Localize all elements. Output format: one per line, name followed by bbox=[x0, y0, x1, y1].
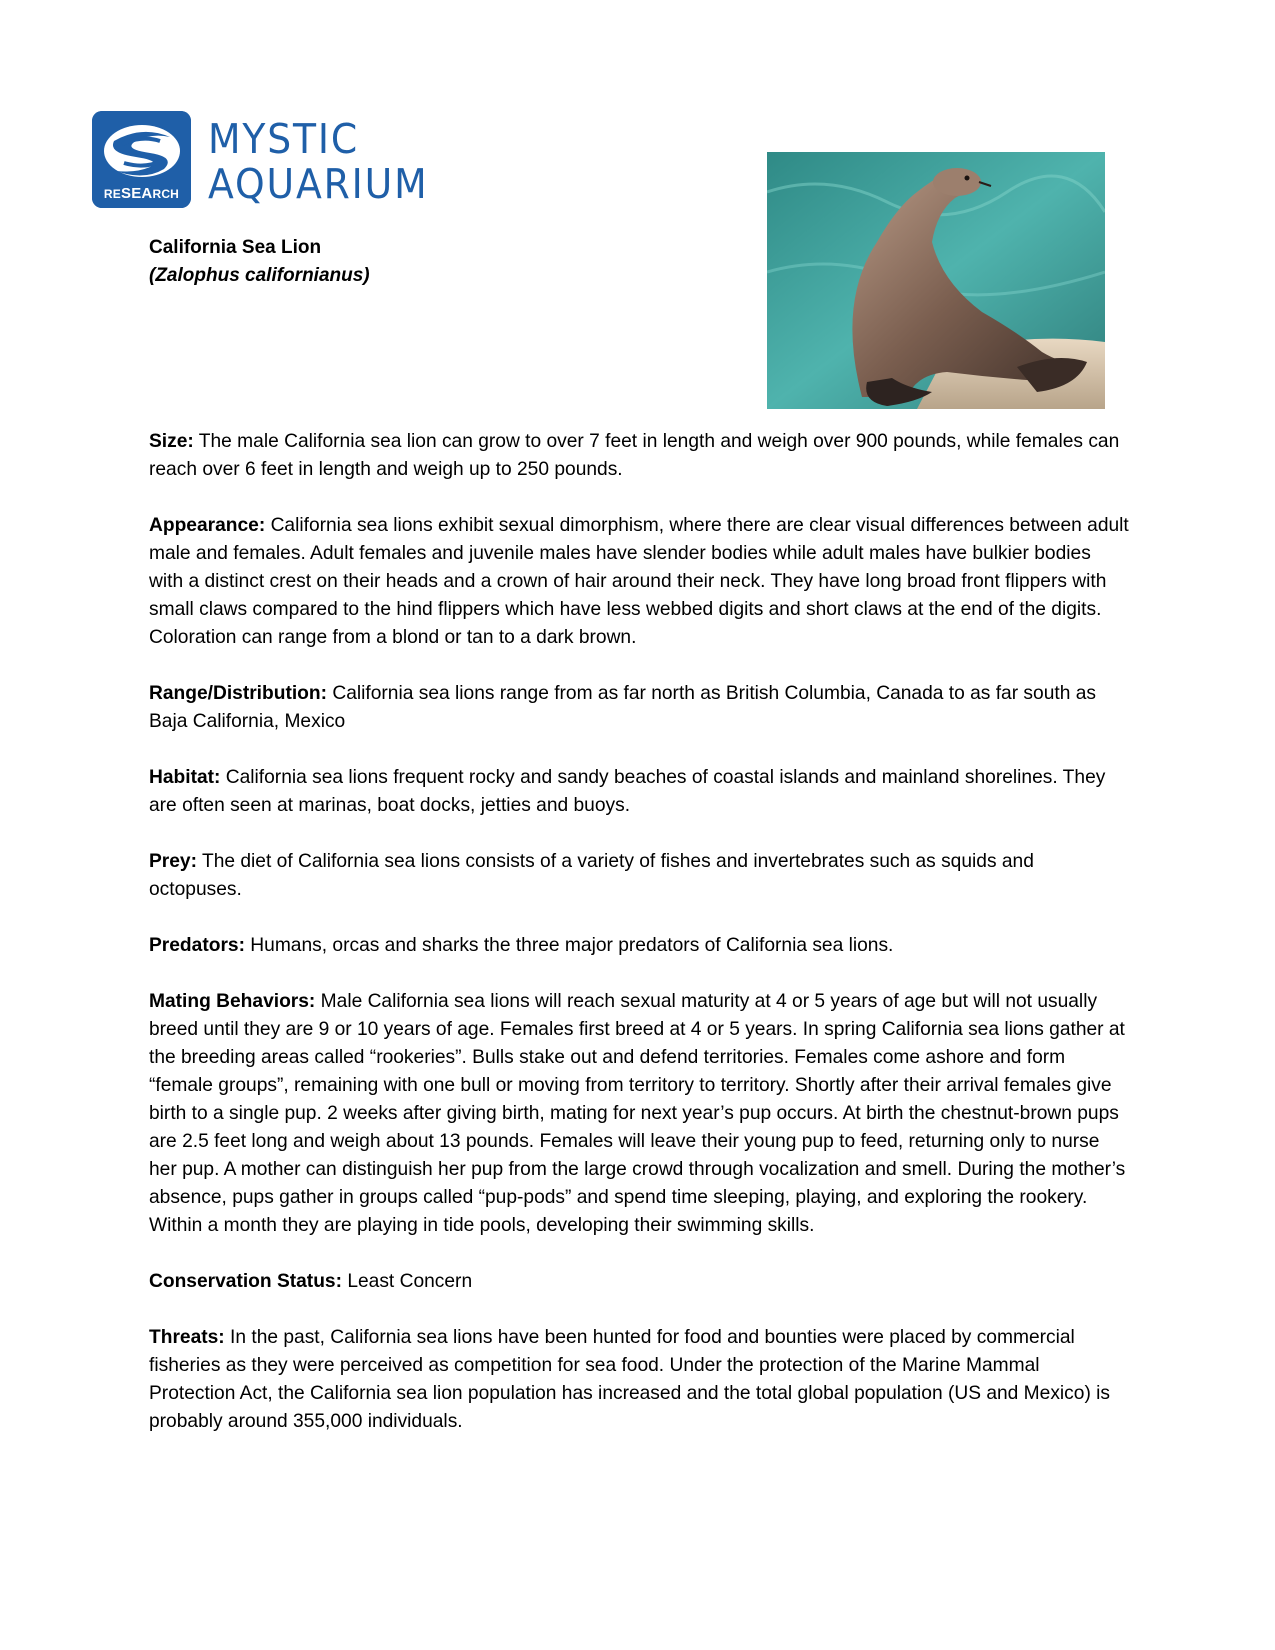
fact-sheet-content bbox=[149, 428, 1129, 1464]
predators-section bbox=[149, 932, 1129, 960]
mystic-aquarium-logo bbox=[92, 111, 429, 208]
section-text: In the past, California sea lions have been hunted for food and bounties were placed by commercial fisheries as they were perceived as competition for sea food. Under the protection of the Marine Mammal Protection Act, the California sea lion population has increased and the total global population (US and Mexico) is probably around 355,000 individuals. bbox=[149, 1327, 1111, 1432]
mating-behaviors-section bbox=[149, 988, 1129, 1240]
section-label: Threats: bbox=[149, 1327, 225, 1348]
size-section bbox=[149, 428, 1129, 484]
sea-lion-photo bbox=[767, 152, 1105, 409]
scientific-name: (Zalophus californianus) bbox=[149, 265, 370, 286]
section-label: Habitat: bbox=[149, 767, 221, 788]
section-label: Predators: bbox=[149, 935, 245, 956]
research-badge bbox=[92, 111, 191, 208]
species-title bbox=[149, 234, 370, 290]
logo-word-mystic: MYSTIC bbox=[208, 115, 360, 163]
section-text: The diet of California sea lions consists of a variety of fishes and invertebrates such as squids and octopuses. bbox=[149, 851, 1034, 900]
section-text: Male California sea lions will reach sexual maturity at 4 or 5 years of age but will not usually breed until they are 9 or 10 years of age. Females first breed at 4 or 5 years. In spring California sea lions gather at the breeding areas called “rookeries”. Bulls stake out and defend territories. Females come ashore and form “female groups”, remaining with one bull or moving from territory to territory. Shortly after their arrival females give birth to a single pup. 2 weeks after giving birth, mating for next year’s pup occurs. At birth the chestnut-brown pups are 2.5 feet long and weigh about 13 pounds. Females will leave their young pup to feed, returning only to nurse her pup. A mother can distinguish her pup from the large crowd through vocalization and smell. During the mother’s absence, pups gather in groups called “pup-pods” and spend time sleeping, playing, and exploring the rookery. Within a month they are playing in tide pools, developing their swimming skills. bbox=[149, 991, 1126, 1236]
habitat-section bbox=[149, 764, 1129, 820]
section-text: Least Concern bbox=[341, 1271, 473, 1292]
section-text: Humans, orcas and sharks the three major predators of California sea lions. bbox=[244, 935, 894, 956]
section-label: Range/Distribution: bbox=[149, 683, 328, 704]
section-text: California sea lions frequent rocky and sandy beaches of coastal islands and mainland shorelines. They are often seen at marinas, boat docks, jetties and buoys. bbox=[149, 767, 1106, 816]
section-text: California sea lions exhibit sexual dimorphism, where there are clear visual differences between adult male and females. Adult females and juvenile males have slender bodies while adult males have bulkier bodies with a distinct crest on their heads and a crown of hair around their neck. They have long broad front flippers with small claws compared to the hind flippers which have less webbed digits and short claws at the end of the digits. Coloration can range from a blond or tan to a dark brown. bbox=[149, 515, 1129, 648]
prey-section bbox=[149, 848, 1129, 904]
section-label: Size: bbox=[149, 431, 194, 452]
research-badge-text: RESEARCH bbox=[103, 185, 180, 202]
common-name: California Sea Lion bbox=[149, 237, 322, 258]
section-label: Prey: bbox=[149, 851, 197, 872]
appearance-section bbox=[149, 512, 1129, 652]
range-distribution-section bbox=[149, 680, 1129, 736]
section-text: California sea lions range from as far north as British Columbia, Canada to as far south as Baja California, Mexico bbox=[149, 683, 1096, 732]
section-label: Appearance: bbox=[149, 515, 266, 536]
section-label: Mating Behaviors: bbox=[149, 991, 316, 1012]
logo-word-aquarium: AQUARIUM bbox=[208, 160, 429, 208]
conservation-status-section bbox=[149, 1268, 1129, 1296]
section-text: The male California sea lion can grow to over 7 feet in length and weigh over 900 pounds, while females can reach over 6 feet in length and weigh up to 250 pounds. bbox=[149, 431, 1120, 480]
threats-section bbox=[149, 1324, 1129, 1436]
section-label: Conservation Status: bbox=[149, 1271, 342, 1292]
